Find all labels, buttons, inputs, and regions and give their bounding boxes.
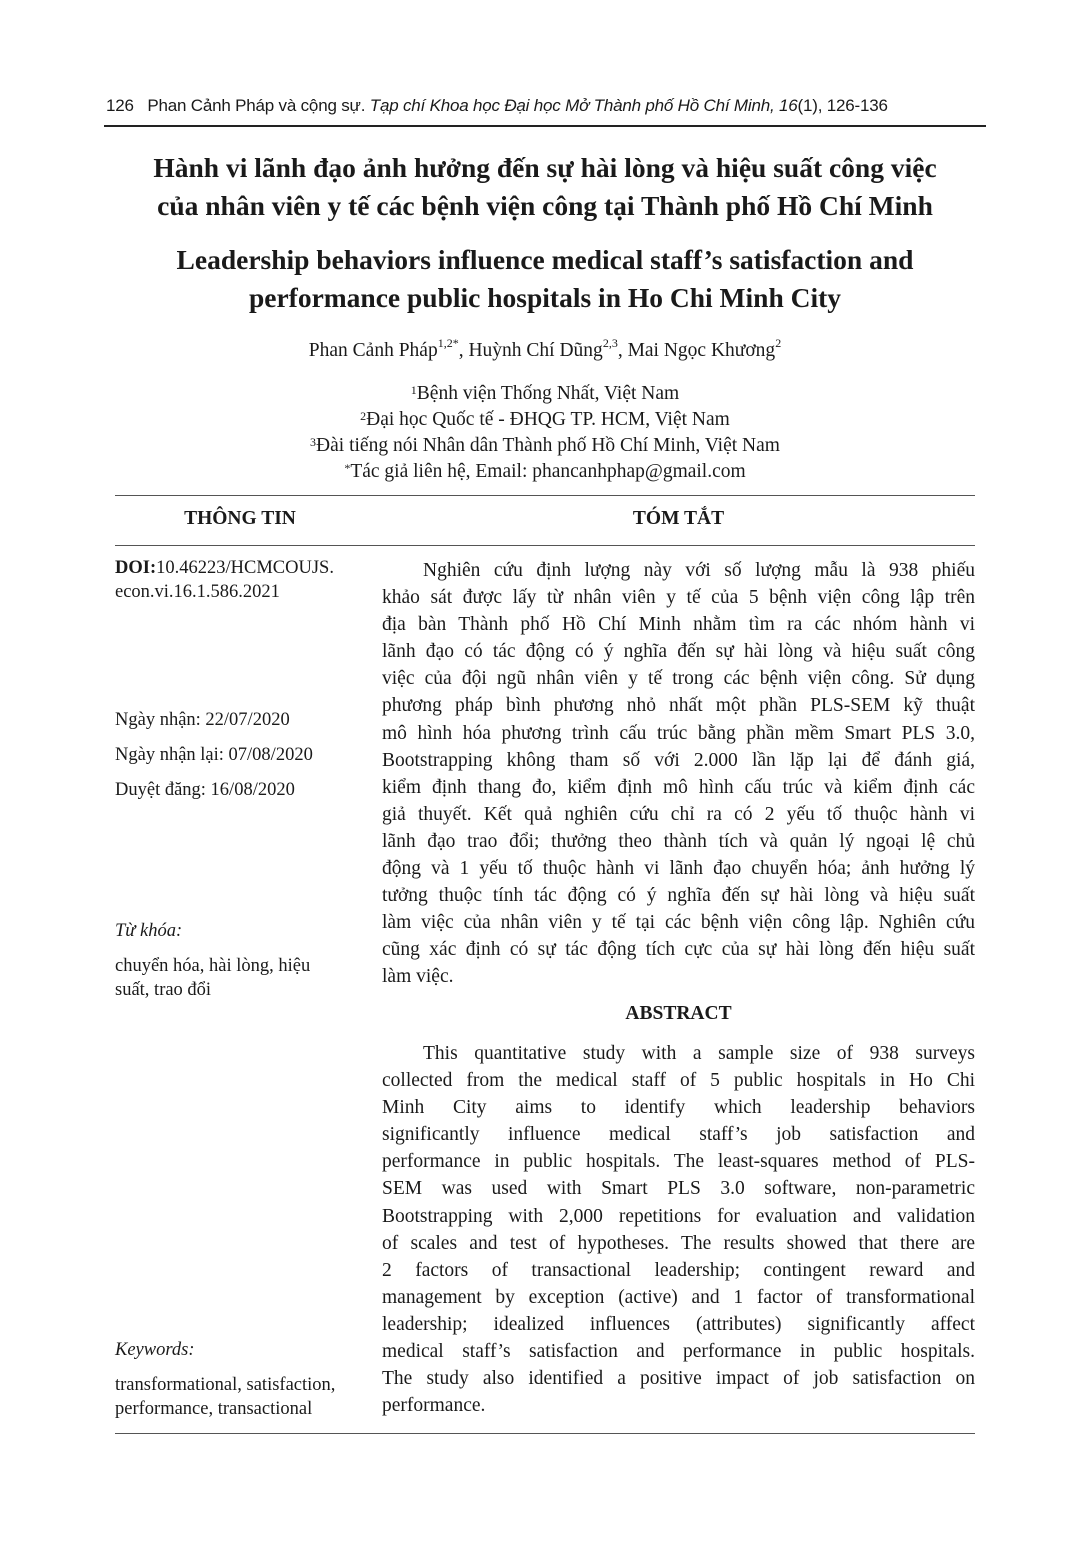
- paragraph-line: cũng xác định có sự tác động tích cực của sự hài lòng đến hiệu suất: [382, 939, 975, 961]
- header-rule: [104, 125, 986, 127]
- paragraph-line: SEM was used with Smart PLS 3.0 software, non-parametric: [382, 1178, 975, 1200]
- paragraph-line: leadership; idealized influences (attributes) significantly affect: [382, 1313, 975, 1335]
- abstract-en: [382, 1040, 975, 1419]
- paragraph-line: tưởng thuộc tính tác động có ý nghĩa đến sự hài lòng và hiệu suất: [382, 885, 975, 907]
- paragraph-line: 2 factors of transactional leadership; contingent reward and: [382, 1259, 975, 1281]
- author-list: Phan Cảnh Pháp$^{1,2*}$, Huỳnh Chí Dũng$^{2,3}$, Mai Ngọc Khương$^2$: [308, 336, 782, 361]
- paragraph-line: Nghiên cứu định lượng này với số lượng mẫu là 938 phiếu: [423, 560, 975, 581]
- journal-issue: (1), 126-136: [797, 96, 888, 115]
- summary-heading: TÓM TẮT: [632, 508, 725, 529]
- paragraph-line: The study also identified a positive impact of job satisfaction on: [382, 1368, 975, 1390]
- journal-name: Tạp chí Khoa học Đại học Mở Thành phố Hồ Chí Minh, 16: [369, 96, 798, 115]
- paragraph-line: Minh City aims to identify which leadership behaviors: [382, 1097, 975, 1119]
- paragraph-line: lãnh đạo có tác động có ý nghĩa đến sự hài lòng và hiệu suất công: [382, 641, 975, 663]
- paragraph-line: làm việc của nhân viên y tế tại các bệnh viện công lập. Nghiên cứu: [382, 912, 975, 934]
- paragraph-line: of scales and test of hypotheses. The results showed that there are: [382, 1232, 975, 1254]
- paragraph-line: management by exception (active) and 1 factor of transformational: [382, 1286, 975, 1308]
- page-number: 126: [106, 96, 134, 115]
- paragraph-line: performance.: [382, 1395, 486, 1417]
- paragraph-line: động và 1 yếu tố thuộc hành vi lãnh đạo chuyển hóa; ảnh hưởng lý: [382, 858, 975, 880]
- keywords-en: transformational, satisfaction, performance, transactional: [115, 1375, 336, 1419]
- paragraph-line: làm việc.: [382, 966, 454, 988]
- paragraph-line: giả thuyết. Kết quả nghiên cứu chỉ ra có 2 yếu tố thuộc hành vi: [382, 803, 975, 825]
- paragraph-line: medical staff’s satisfaction and performance in public hospitals.: [382, 1341, 975, 1363]
- doi: DOI:10.46223/HCMCOUJS. econ.vi.16.1.586.2021: [115, 558, 334, 602]
- abstract-heading: ABSTRACT: [625, 1003, 732, 1024]
- paragraph-line: mô hình hóa phương trình cấu trúc bằng phần mềm Smart PLS 3.0,: [382, 722, 975, 744]
- accepted-date: Duyệt đăng: 16/08/2020: [115, 780, 295, 800]
- keywords-vi: chuyển hóa, hài lòng, hiệu suất, trao đổi: [115, 956, 311, 1000]
- paragraph-line: kiểm định thang đo, kiểm định mô hình cấu trúc và kiểm định các: [382, 776, 975, 798]
- info-heading: THÔNG TIN: [184, 508, 296, 529]
- paragraph-line: significantly influence medical staff’s job satisfaction and: [382, 1124, 975, 1146]
- paragraph-line: việc của đội ngũ nhân viên y tế trong các bệnh viện công. Sử dụng: [382, 668, 975, 690]
- divider: [115, 495, 975, 496]
- affiliations: $^1$Bệnh viện Thống Nhất, Việt Nam $^2$Đại học Quốc tế - ĐHQG TP. HCM, Việt Nam $^3$Đài tiếng nói Nhân dân Thành phố Hồ Chí Minh, Việt Nam *Tác giả liên hệ, Email: phancanhphap@gmail.com: [310, 383, 780, 482]
- paragraph-line: khảo sát được lấy từ nhân viên y tế của 5 bệnh viện công lập trên: [382, 587, 975, 609]
- running-authors: Phan Cảnh Pháp và cộng sự.: [147, 96, 366, 115]
- paragraph-line: This quantitative study with a sample size of 938 surveys: [423, 1043, 975, 1064]
- paragraph-line: Bootstrapping không tham số với 2.000 lần lặp lại để đánh giá,: [382, 749, 975, 771]
- revised-date: Ngày nhận lại: 07/08/2020: [115, 745, 313, 765]
- divider: [115, 1433, 975, 1434]
- paragraph-line: địa bàn Thành phố Hồ Chí Minh nhằm tìm ra các nhóm hành vi: [382, 614, 975, 636]
- running-header: [106, 96, 986, 116]
- received-date: Ngày nhận: 22/07/2020: [115, 710, 290, 730]
- paragraph-line: lãnh đạo trao đổi; thưởng theo thành tích và quản lý ngoại lệ chủ: [382, 830, 975, 852]
- keywords-vi-label: Từ khóa:: [115, 921, 183, 941]
- paragraph-line: Bootstrapping with 2,000 repetitions for evaluation and validation: [382, 1205, 975, 1227]
- paragraph-line: performance in public hospitals. The least-squares method of PLS-: [382, 1151, 975, 1173]
- title-en: Leadership behaviors influence medical staff’s satisfaction and performance public hospitals in Ho Chi Minh City: [176, 244, 914, 313]
- summary-vi: [382, 557, 975, 991]
- paragraph-line: phương pháp bình phương nhỏ nhất một phần PLS-SEM kỹ thuật: [382, 695, 975, 717]
- title-vi: Hành vi lãnh đạo ảnh hưởng đến sự hài lòng và hiệu suất công việc của nhân viên y tế các bệnh viện công tại Thành phố Hồ Chí Minh: [153, 152, 937, 221]
- keywords-en-label: Keywords:: [115, 1340, 195, 1360]
- divider: [115, 545, 975, 546]
- paragraph-line: collected from the medical staff of 5 public hospitals in Ho Chi: [382, 1070, 975, 1092]
